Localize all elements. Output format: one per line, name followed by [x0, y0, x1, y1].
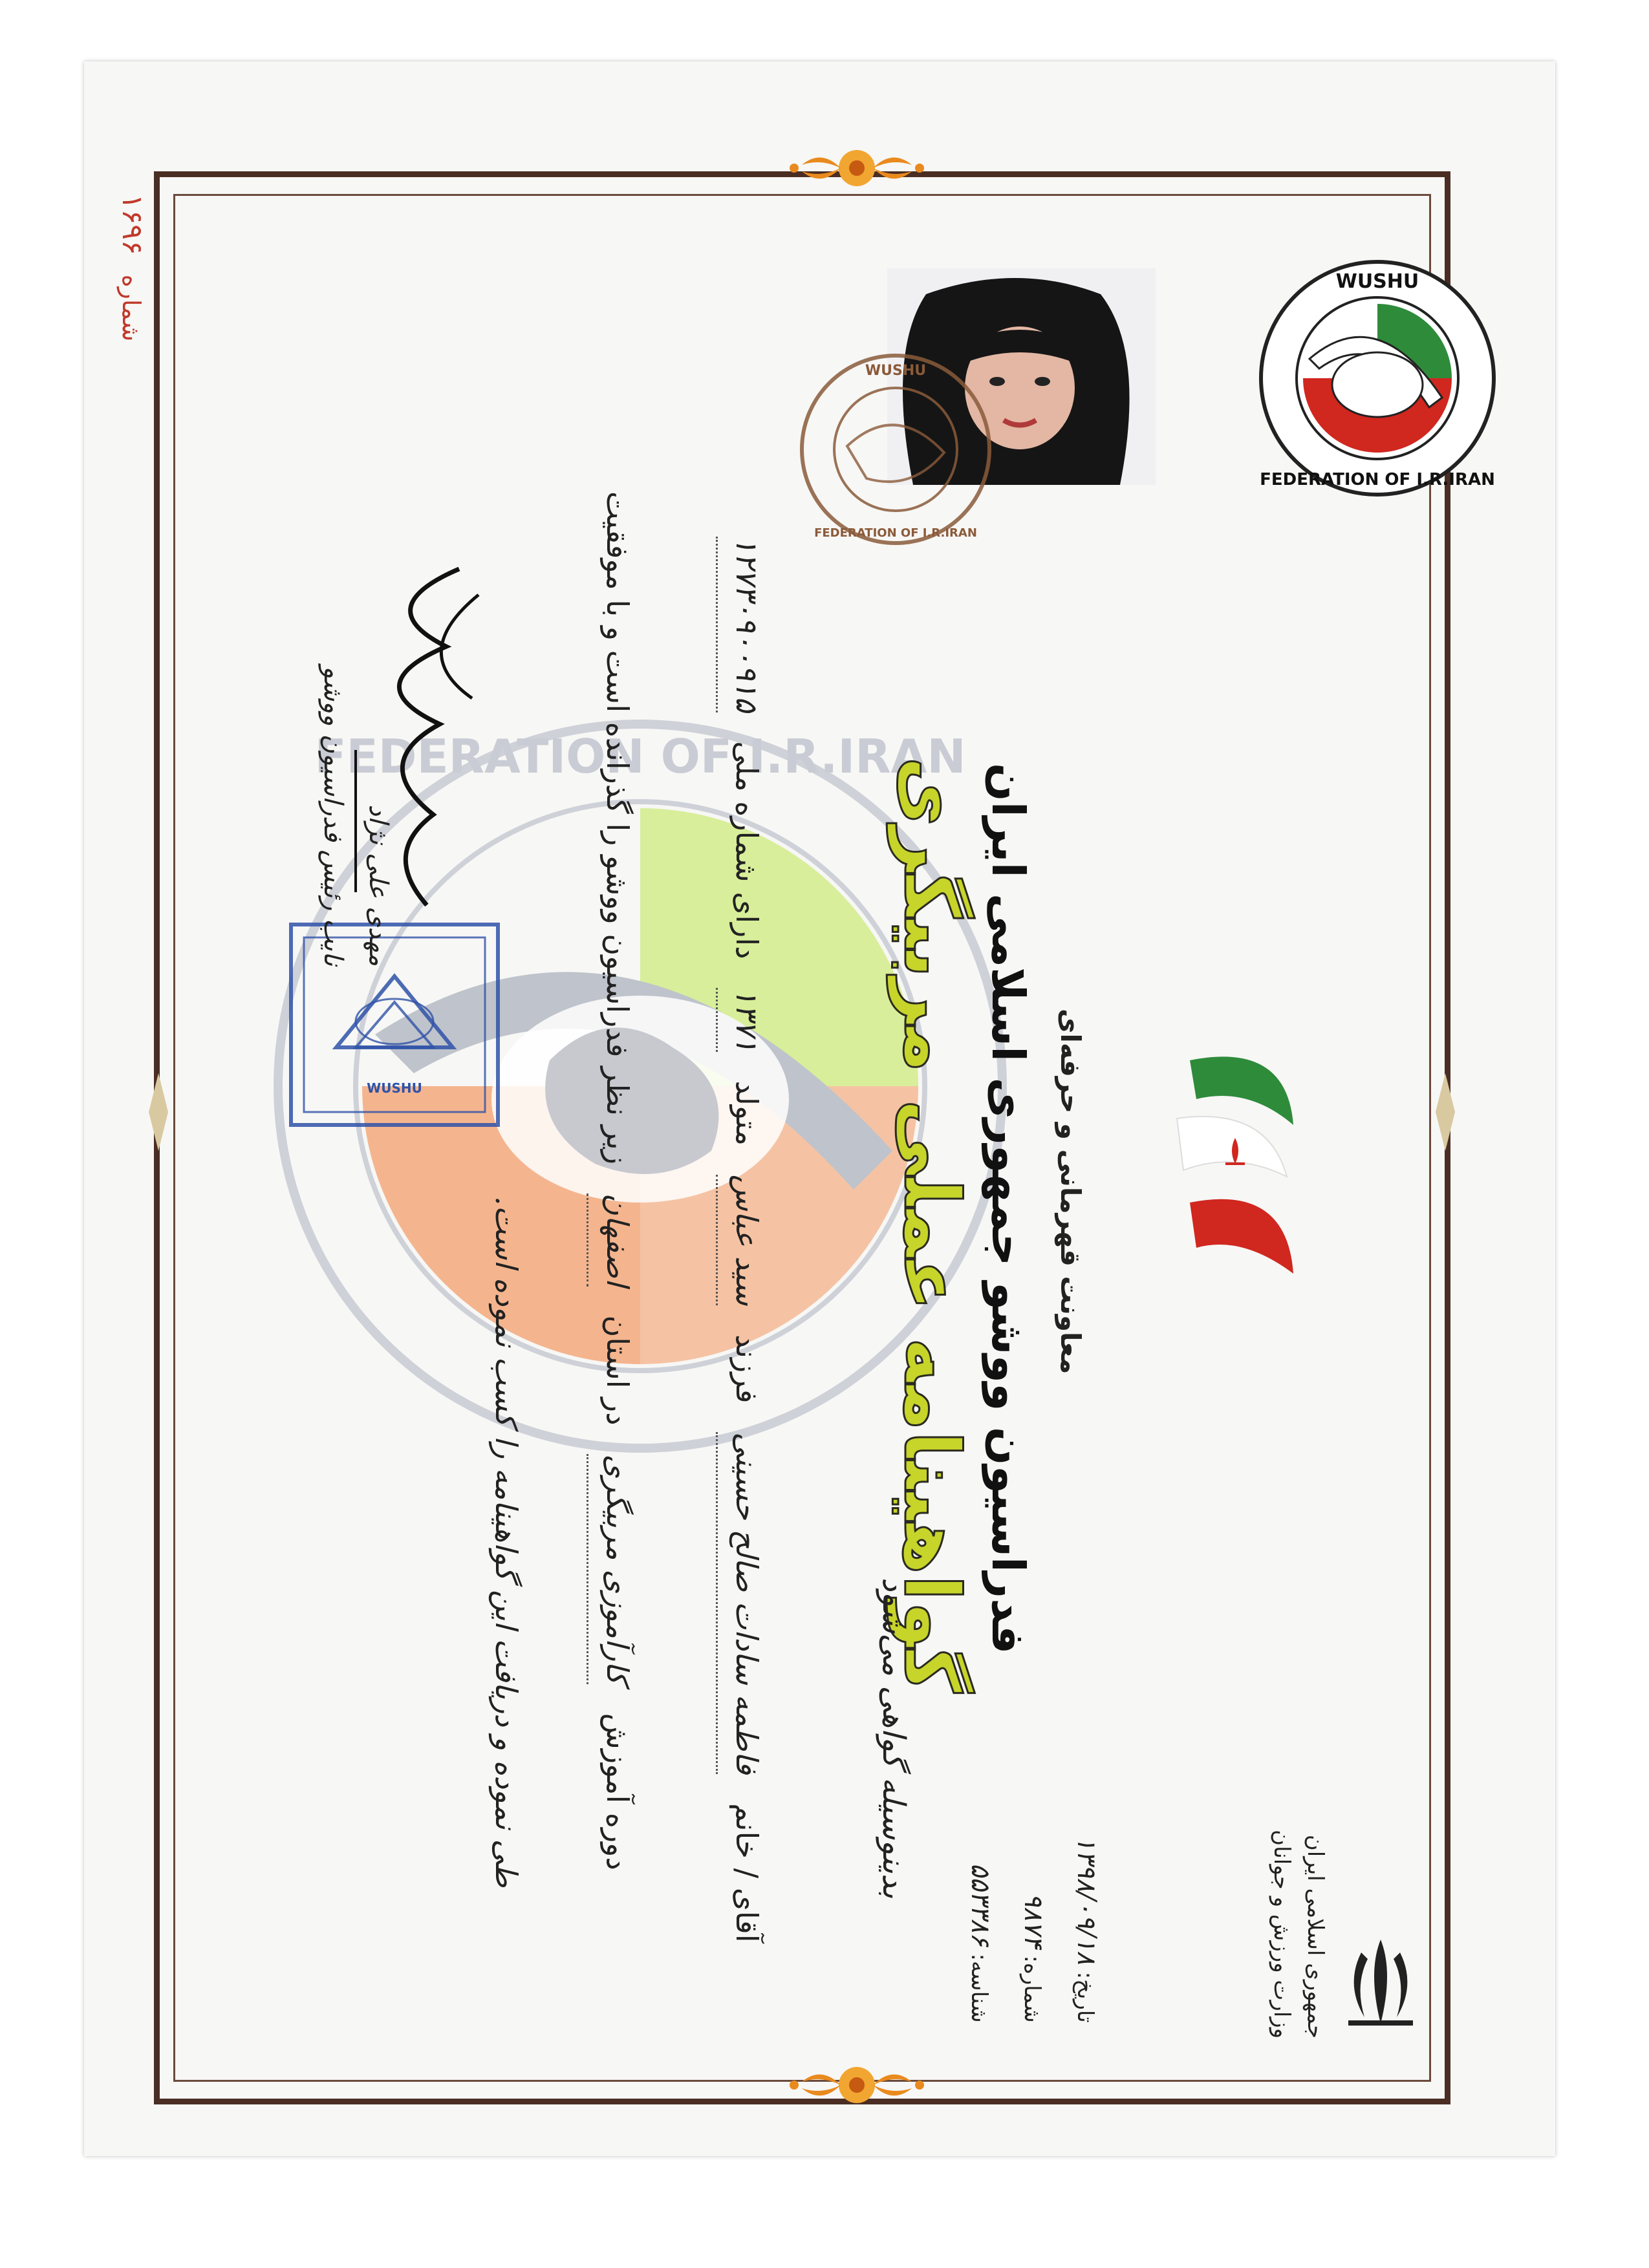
signature-block	[297, 666, 401, 1067]
id-value: ۵۵۳۳۸۶	[965, 1863, 995, 1947]
ministry-line2: وزارت ورزش و جوانان	[1269, 1830, 1295, 2039]
federation-seal	[795, 349, 996, 550]
course-value: کارآموزی مربیگری	[587, 1454, 647, 1684]
signer-role: نایب رئیس فدراسیون ووشو	[318, 666, 348, 967]
flag-emblem	[1429, 1047, 1430, 1048]
body-line-1	[854, 1578, 912, 1952]
province-label: در استان	[600, 1315, 635, 1426]
logo-text-en-bottom: FEDERATION OF I.R.IRAN	[1260, 470, 1495, 489]
number-value: ۹۸۷۴	[1018, 1892, 1048, 1949]
number-label: شماره:	[1019, 1955, 1045, 2023]
birth-label: متولد	[729, 1080, 764, 1146]
federation-name	[976, 763, 1035, 1654]
ministry-heading	[1229, 1830, 1332, 2101]
father-label: فرزند	[729, 1334, 764, 1404]
date-label: تاریخ:	[1072, 1971, 1098, 2023]
reference-block	[951, 1836, 1112, 2108]
margin-label: شماره	[117, 274, 146, 342]
province-value: اصفهان	[587, 1193, 647, 1287]
ministry-line1: جمهوری اسلامی ایران	[1302, 1834, 1328, 2039]
certificate-title	[879, 756, 976, 1693]
father-value: سید عباس	[716, 1175, 776, 1306]
iran-emblem	[1335, 1933, 1426, 2030]
wushu-federation-logo	[1248, 255, 1507, 501]
body-line-2	[711, 517, 776, 1972]
national-flag-emblem	[1170, 1047, 1300, 1300]
signer-name: مهدی علی نژاد	[363, 804, 393, 967]
body-line-1-text: بدینوسیله گواهی می‌شود	[876, 1578, 912, 1899]
cert-label: دارای شماره ملی	[729, 741, 764, 959]
name-value: فاطمه سادات صالح حسینی	[716, 1432, 776, 1774]
stamp-text-en: WUSHU	[367, 1080, 422, 1096]
iran-flag-emblem	[1426, 1060, 1427, 1061]
left-ornament	[146, 1073, 171, 1151]
course-label: دوره آموزش	[600, 1713, 635, 1870]
bottom-ornament	[782, 2056, 931, 2114]
cert-value: ۱۲۷۳۰۹۰۰۹۱۵	[716, 537, 776, 712]
birth-value: ۱۳۷۱	[716, 988, 776, 1052]
body-line-4	[459, 1196, 524, 1972]
right-ornament	[1432, 1073, 1458, 1151]
federation-name-text: فدراسیون ووشو جمهوری اسلامی ایران	[982, 763, 1035, 1654]
margin-number-value: ۱۶۹۶	[116, 194, 149, 255]
top-ornament	[782, 139, 931, 197]
margin-number	[97, 194, 149, 407]
certificate-title-text: گواهینامه عملی مربیگری	[887, 756, 976, 1693]
body-line-3	[582, 491, 647, 1972]
watermark-text-en: FEDERATION OF I.R.IRAN	[314, 729, 966, 784]
body-line-4-text: طی نموده و دریافت این گواهینامه را کسب نموده است.	[489, 1196, 524, 1888]
body-line-3-suffix: زیر نظر فدراسیون ووشو را گذرانده است و با موفقیت	[600, 491, 635, 1165]
name-label: آقای / خانم	[729, 1803, 764, 1943]
logo-text-en-top: WUSHU	[1335, 270, 1419, 293]
seal-text-en-top: WUSHU	[865, 363, 927, 379]
date-value: ۱۳۹۸/۰۹/۱۸	[1072, 1836, 1101, 1965]
deputy-label	[1035, 1009, 1086, 1375]
id-label: شناسه:	[966, 1953, 992, 2023]
deputy-label-text: معاونت قهرمانی و حرفه‌ای	[1055, 1009, 1086, 1375]
seal-text-en-bottom: FEDERATION OF I.R.IRAN	[814, 526, 977, 540]
